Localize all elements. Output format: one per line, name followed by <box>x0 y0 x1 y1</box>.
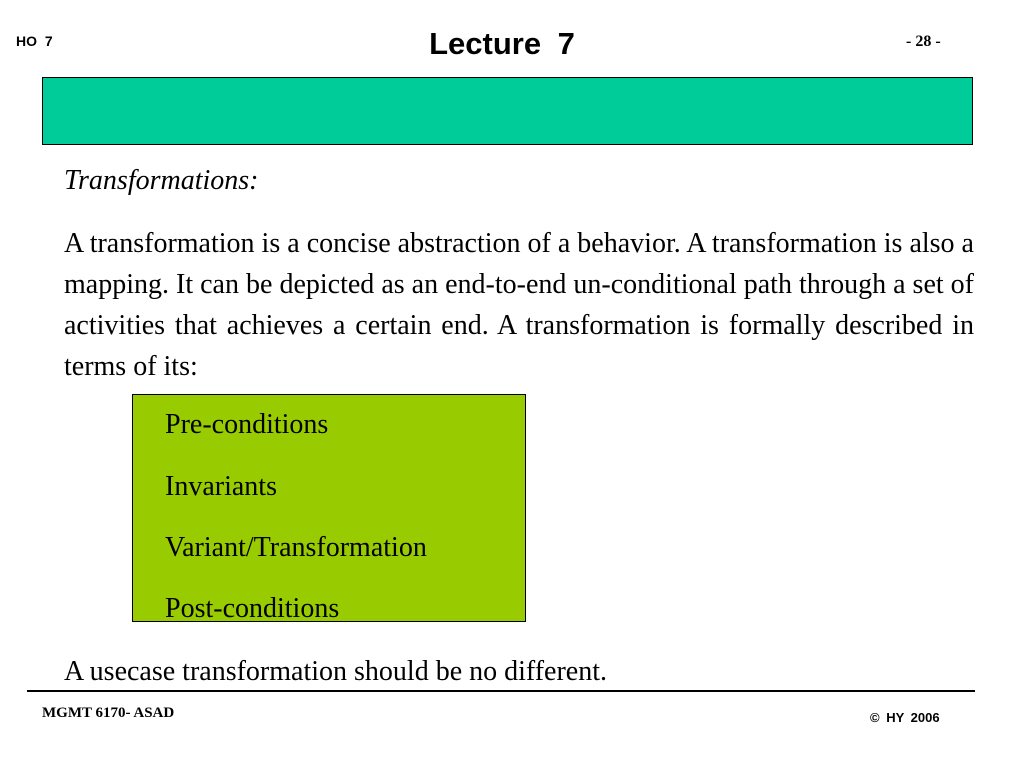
title-band <box>42 77 973 145</box>
body-paragraph: A transformation is a concise abstraction of a behavior. A transformation is also a mapping. It can be depicted as an end-to-end un-conditional path through a set of activities that achieves a certain end. A transformation is formally described in terms of its: <box>64 228 974 382</box>
course-label: MGMT 6170- ASAD <box>42 705 175 721</box>
list-item-preconditions: Pre-conditions <box>165 409 329 440</box>
copyright-notice: © HY 2006 <box>870 710 940 725</box>
section-heading: Transformations: <box>64 165 259 196</box>
closing-statement: A usecase transformation should be no different. <box>64 656 608 687</box>
list-item-variant-transformation: Variant/Transformation <box>165 532 427 563</box>
lecture-title: Lecture 7 <box>429 26 575 61</box>
conditions-box <box>132 394 526 622</box>
page-number: - 28 - <box>906 33 941 50</box>
list-item-invariants: Invariants <box>165 471 277 502</box>
footer-divider <box>27 690 975 692</box>
list-item-postconditions: Post-conditions <box>165 593 340 622</box>
handout-label: HO 7 <box>16 33 53 49</box>
